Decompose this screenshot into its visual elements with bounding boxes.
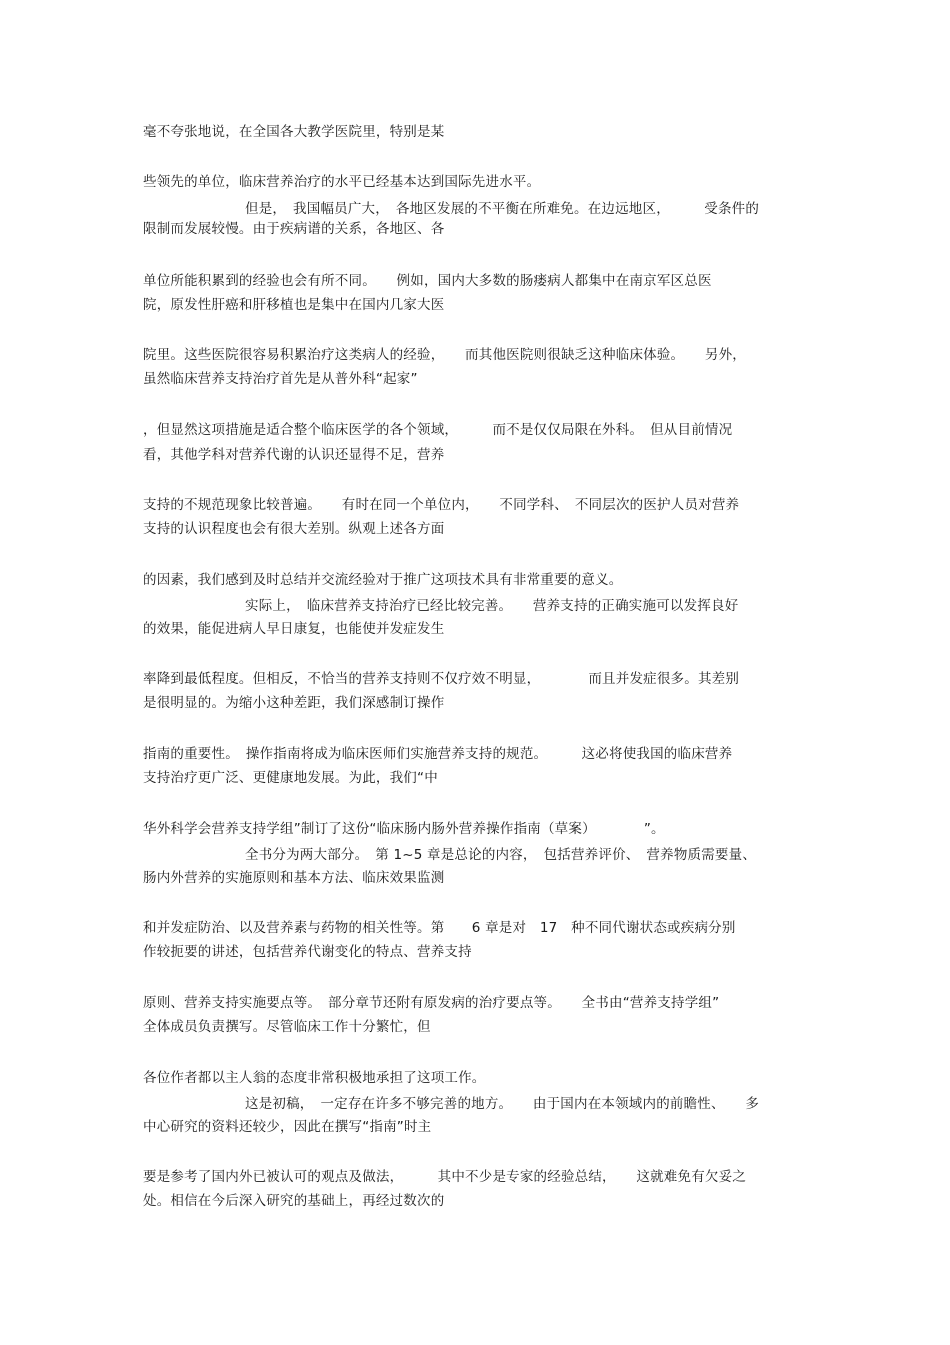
text-line: 些领先的单位，临床营养治疗的水平已经基本达到国际先进水平。 [143, 174, 541, 190]
text-line: 率降到最低程度。但相反，不恰当的营养支持则不仅疗效不明显， 而且并发症很多。其差别 [143, 671, 740, 687]
text-line: 限制而发展较慢。由于疾病谱的关系，各地区、各 [143, 221, 445, 237]
text-line: 肠内外营养的实施原则和基本方法、临床效果监测 [143, 870, 445, 886]
text-line: 虽然临床营养支持治疗首先是从普外科“起家” [143, 371, 418, 387]
text-line: 全体成员负责撰写。尽管临床工作十分繁忙，但 [143, 1019, 431, 1035]
text-line: 和并发症防治、以及营养素与药物的相关性等。第 6 章是对 17 种不同代谢状态或疾病分别 [143, 920, 736, 936]
text-line: 中心研究的资料还较少，因此在撰写“指南”时主 [143, 1119, 432, 1135]
text-line: 支持治疗更广泛、更健康地发展。为此，我们“中 [143, 770, 438, 786]
text-line: 单位所能积累到的经验也会有所不同。 例如，国内大多数的肠瘘病人都集中在南京军区总医 [143, 273, 712, 289]
text-line: 原则、营养支持实施要点等。 部分章节还附有原发病的治疗要点等。 全书由“营养支持学组” [143, 995, 720, 1011]
text-line: 毫不夸张地说，在全国各大教学医院里，特别是某 [143, 124, 445, 140]
text-line: 华外科学会营养支持学组”制订了这份“临床肠内肠外营养操作指南（草案） ”。 [143, 821, 665, 837]
text-line: 要是参考了国内外已被认可的观点及做法， 其中不少是专家的经验总结， 这就难免有欠妥之 [143, 1169, 746, 1185]
text-line: 院，原发性肝癌和肝移植也是集中在国内几家大医 [143, 297, 445, 313]
text-line: 指南的重要性。 操作指南将成为临床医师们实施营养支持的规范。 这必将使我国的临床营养 [143, 746, 733, 762]
text-line: 作较扼要的讲述，包括营养代谢变化的特点、营养支持 [143, 944, 472, 960]
text-line: 的因素，我们感到及时总结并交流经验对于推广这项技术具有非常重要的意义。 [143, 572, 623, 588]
text-line: 实际上， 临床营养支持治疗已经比较完善。 营养支持的正确实施可以发挥良好 [245, 598, 739, 614]
text-line: 的效果，能促进病人早日康复，也能使并发症发生 [143, 621, 445, 637]
text-line: 院里。这些医院很容易积累治疗这类病人的经验， 而其他医院则很缺乏这种临床体验。 另外， [143, 347, 746, 363]
text-line: 各位作者都以主人翁的态度非常积极地承担了这项工作。 [143, 1070, 486, 1086]
text-line: 是很明显的。为缩小这种差距，我们深感制订操作 [143, 695, 445, 711]
text-line: 全书分为两大部分。 第 1~5 章是总论的内容， 包括营养评价、 营养物质需要量、 [245, 847, 757, 863]
text-line: 支持的不规范现象比较普遍。 有时在同一个单位内， 不同学科、 不同层次的医护人员对营养 [143, 497, 740, 513]
text-line: 但是， 我国幅员广大， 各地区发展的不平衡在所难免。在边远地区， 受条件的 [245, 201, 760, 217]
text-line: ，但显然这项措施是适合整个临床医学的各个领域， 而不是仅仅局限在外科。 但从目前情况 [143, 422, 733, 438]
text-line: 这是初稿， 一定存在许多不够完善的地方。 由于国内在本领域内的前瞻性、 多 [245, 1096, 760, 1112]
text-line: 处。相信在今后深入研究的基础上，再经过数次的 [143, 1193, 445, 1209]
text-line: 支持的认识程度也会有很大差别。纵观上述各方面 [143, 521, 445, 537]
text-line: 看，其他学科对营养代谢的认识还显得不足，营养 [143, 447, 445, 463]
